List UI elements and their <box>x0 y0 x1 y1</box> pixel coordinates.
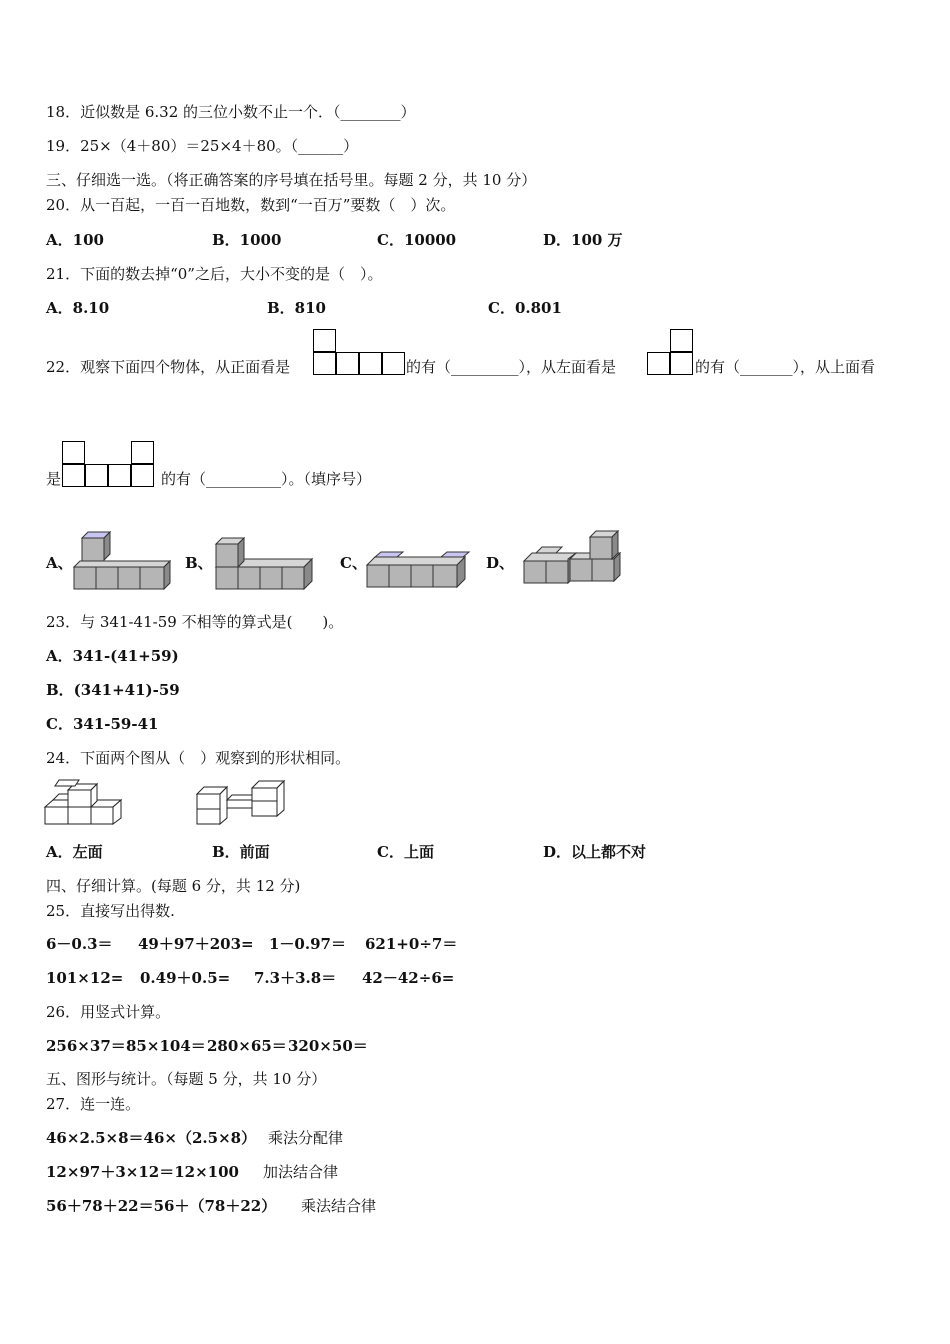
q21-option-a: A．8.10 <box>46 299 110 317</box>
q23-option-c: C．341-59-41 <box>46 715 159 733</box>
solid-label-d: D、 <box>486 554 515 572</box>
top-view-grid <box>62 441 154 488</box>
q27-right-item: 乘法分配律 <box>268 1129 344 1147</box>
q24-figure-2 <box>197 778 289 826</box>
q27-right-item: 加法结合律 <box>263 1163 339 1181</box>
solid-b-figure <box>214 535 322 593</box>
solid-a-figure <box>72 530 172 592</box>
question-25-stem: 25．直接写出得数. <box>46 902 175 920</box>
q26-item: 280×65＝ <box>207 1037 287 1055</box>
q20-option-a: A．100 <box>46 231 104 249</box>
q23-option-a: A．341-(41+59) <box>46 647 179 665</box>
question-27-stem: 27．连一连。 <box>46 1095 141 1113</box>
section-5-heading: 五、图形与统计。（每题 5 分，共 10 分） <box>46 1070 327 1088</box>
solid-d-figure <box>522 529 630 585</box>
solid-c-figure <box>365 549 473 591</box>
q21-option-b: B．810 <box>267 299 326 317</box>
q24-option-d: D．以上都不对 <box>543 843 647 861</box>
question-22-part1: 22．观察下面四个物体，从正面看是 <box>46 358 291 376</box>
q27-right-item: 乘法结合律 <box>301 1197 377 1215</box>
q20-option-b: B．1000 <box>212 231 282 249</box>
q25-item: 49＋97＋203= <box>138 935 254 953</box>
q24-option-c: C．上面 <box>377 843 434 861</box>
q26-item: 320×50＝ <box>288 1037 368 1055</box>
section-3-heading: 三、仔细选一选。（将正确答案的序号填在括号里。每题 2 分，共 10 分） <box>46 171 537 189</box>
q20-option-c: C．10000 <box>377 231 457 249</box>
question-21-stem: 21．下面的数去掉“0”之后，大小不变的是（ ）。 <box>46 265 383 283</box>
q25-item: 621+0÷7＝ <box>365 935 458 953</box>
q26-item: 256×37＝ <box>46 1037 126 1055</box>
q25-item: 7.3＋3.8＝ <box>254 969 337 987</box>
solid-label-a: A、 <box>46 554 73 572</box>
question-22-part4: 是 <box>46 470 62 488</box>
question-24-stem: 24．下面两个图从（ ）观察到的形状相同。 <box>46 749 351 767</box>
q26-item: 85×104＝ <box>126 1037 206 1055</box>
solid-label-b: B、 <box>185 554 213 572</box>
question-22-part2: 的有（_________），从左面看是 <box>406 358 617 376</box>
q25-item: 0.49＋0.5= <box>140 969 231 987</box>
q27-left-item: 12×97＋3×12＝12×100 <box>46 1163 239 1181</box>
solid-label-c: C、 <box>340 554 367 572</box>
left-view-grid <box>647 329 694 376</box>
q25-item: 1－0.97＝ <box>269 935 346 953</box>
section-4-heading: 四、仔细计算。(每题 6 分，共 12 分) <box>46 877 301 895</box>
q24-option-a: A．左面 <box>46 843 103 861</box>
question-19: 19．25×（4＋80）＝25×4＋80。（______） <box>46 137 359 155</box>
q27-left-item: 56＋78＋22＝56＋（78＋22） <box>46 1197 277 1215</box>
question-20-stem: 20．从一百起，一百一百地数，数到“一百万”要数（ ）次。 <box>46 196 456 214</box>
question-26-stem: 26．用竖式计算。 <box>46 1003 171 1021</box>
q21-option-c: C．0.801 <box>488 299 562 317</box>
q23-option-b: B．(341+41)-59 <box>46 681 180 699</box>
q25-item: 42－42÷6= <box>362 969 455 987</box>
q24-option-b: B．前面 <box>212 843 270 861</box>
q24-figure-1 <box>45 778 127 826</box>
q25-item: 101×12= <box>46 969 124 987</box>
question-18: 18．近似数是 6.32 的三位小数不止一个．（________） <box>46 103 416 121</box>
q20-option-d: D．100 万 <box>543 231 623 249</box>
q27-left-item: 46×2.5×8＝46×（2.5×8） <box>46 1129 257 1147</box>
question-22-part5: 的有（__________）。（填序号） <box>161 470 372 488</box>
front-view-grid <box>313 329 405 376</box>
question-22-part3: 的有（_______），从上面看 <box>695 358 876 376</box>
q25-item: 6－0.3＝ <box>46 935 113 953</box>
question-23-stem: 23．与 341-41-59 不相等的算式是( )。 <box>46 613 344 631</box>
